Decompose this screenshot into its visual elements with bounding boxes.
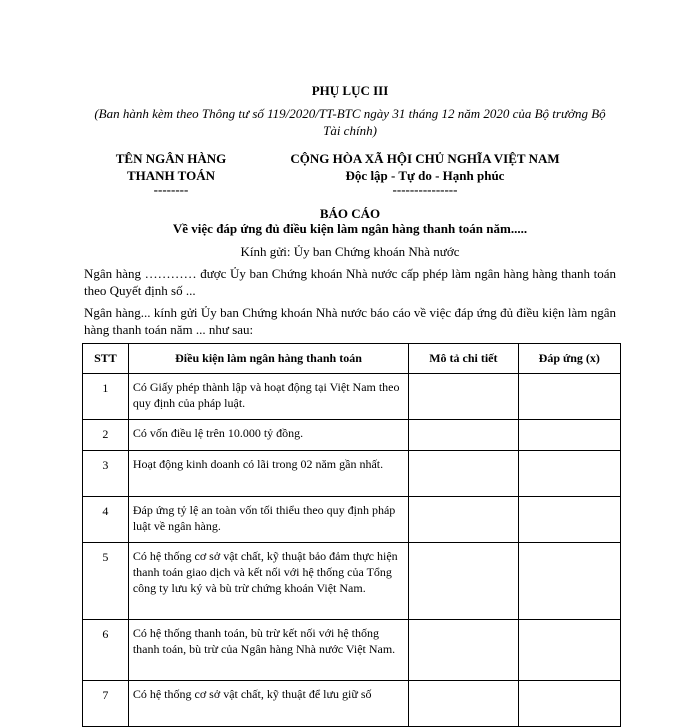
row-condition: Có hệ thống cơ sở vật chất, kỹ thuật để lưu giữ số [128, 681, 408, 727]
row-stt: 6 [83, 620, 129, 681]
motto: Độc lập - Tự do - Hạnh phúc [345, 168, 505, 183]
row-compliance-cell[interactable] [518, 420, 620, 451]
row-description-cell[interactable] [409, 620, 518, 681]
header-condition: Điều kiện làm ngân hàng thanh toán [128, 344, 408, 374]
table-row [83, 543, 621, 620]
conditions-table [82, 343, 621, 727]
table-row [83, 374, 621, 420]
national-motto-block [274, 150, 576, 196]
motto-divider: --------------- [392, 182, 458, 197]
row-stt: 2 [83, 420, 129, 451]
report-paragraph: Ngân hàng... kính gửi Ủy ban Chứng khoán Nhà nước báo cáo về việc đáp ứng đủ điều kiện làm ngân hàng thanh toán năm ... như sau: [84, 305, 616, 337]
row-condition: Có hệ thống cơ sở vật chất, kỹ thuật bảo đảm thực hiện thanh toán giao dịch và kết nối với hệ thống của Tổng công ty lưu ký và bù trừ chứng khoán Việt Nam. [128, 543, 408, 620]
row-stt: 1 [83, 374, 129, 420]
issuance-note: (Ban hành kèm theo Thông tư số 119/2020/TT-BTC ngày 31 tháng 12 năm 2020 của Bộ trưởng Bộ Tài chính) [94, 106, 606, 138]
row-stt: 3 [83, 451, 129, 497]
row-compliance-cell[interactable] [518, 620, 620, 681]
header-description: Mô tả chi tiết [409, 344, 518, 374]
table-row [83, 681, 621, 727]
addressee: Kính gửi: Ủy ban Chứng khoán Nhà nước [240, 244, 460, 259]
row-stt: 4 [83, 497, 129, 543]
report-title: BÁO CÁO [319, 206, 381, 221]
row-stt: 7 [83, 681, 129, 727]
bank-name-divider: -------- [153, 182, 189, 197]
bank-name-line1: TÊN NGÂN HÀNG [115, 151, 227, 166]
row-description-cell[interactable] [409, 451, 518, 497]
row-compliance-cell[interactable] [518, 497, 620, 543]
header-compliance: Đáp ứng (x) [518, 344, 620, 374]
table-row [83, 497, 621, 543]
country-name: CỘNG HÒA XÃ HỘI CHỦ NGHĨA VIỆT NAM [290, 151, 560, 166]
row-condition: Có vốn điều lệ trên 10.000 tỷ đồng. [128, 420, 408, 451]
table-row [83, 620, 621, 681]
row-description-cell[interactable] [409, 420, 518, 451]
row-condition: Có Giấy phép thành lập và hoạt động tại Việt Nam theo quy định của pháp luật. [128, 374, 408, 420]
row-condition: Hoạt động kinh doanh có lãi trong 02 năm gần nhất. [128, 451, 408, 497]
row-description-cell[interactable] [409, 681, 518, 727]
row-stt: 5 [83, 543, 129, 620]
table-row [83, 420, 621, 451]
row-description-cell[interactable] [409, 374, 518, 420]
row-condition: Đáp ứng tỷ lệ an toàn vốn tối thiểu theo quy định pháp luật về ngân hàng. [128, 497, 408, 543]
row-description-cell[interactable] [409, 497, 518, 543]
row-compliance-cell[interactable] [518, 681, 620, 727]
row-description-cell[interactable] [409, 543, 518, 620]
report-subject: Về việc đáp ứng đủ điều kiện làm ngân hàng thanh toán năm..... [172, 221, 528, 236]
row-compliance-cell[interactable] [518, 451, 620, 497]
appendix-title: PHỤ LỤC III [311, 83, 389, 98]
bank-name-block [100, 150, 242, 196]
table-header-row [83, 344, 621, 374]
bank-name-line2: THANH TOÁN [126, 168, 215, 183]
intro-paragraph: Ngân hàng ………… được Ủy ban Chứng khoán Nhà nước cấp phép làm ngân hàng hàng thanh toán theo Quyết định số ... [84, 266, 616, 298]
row-compliance-cell[interactable] [518, 374, 620, 420]
table-row [83, 451, 621, 497]
row-compliance-cell[interactable] [518, 543, 620, 620]
row-condition: Có hệ thống thanh toán, bù trừ kết nối với hệ thống thanh toán, bù trừ của Ngân hàng Nhà nước Việt Nam. [128, 620, 408, 681]
header-stt: STT [83, 344, 129, 374]
